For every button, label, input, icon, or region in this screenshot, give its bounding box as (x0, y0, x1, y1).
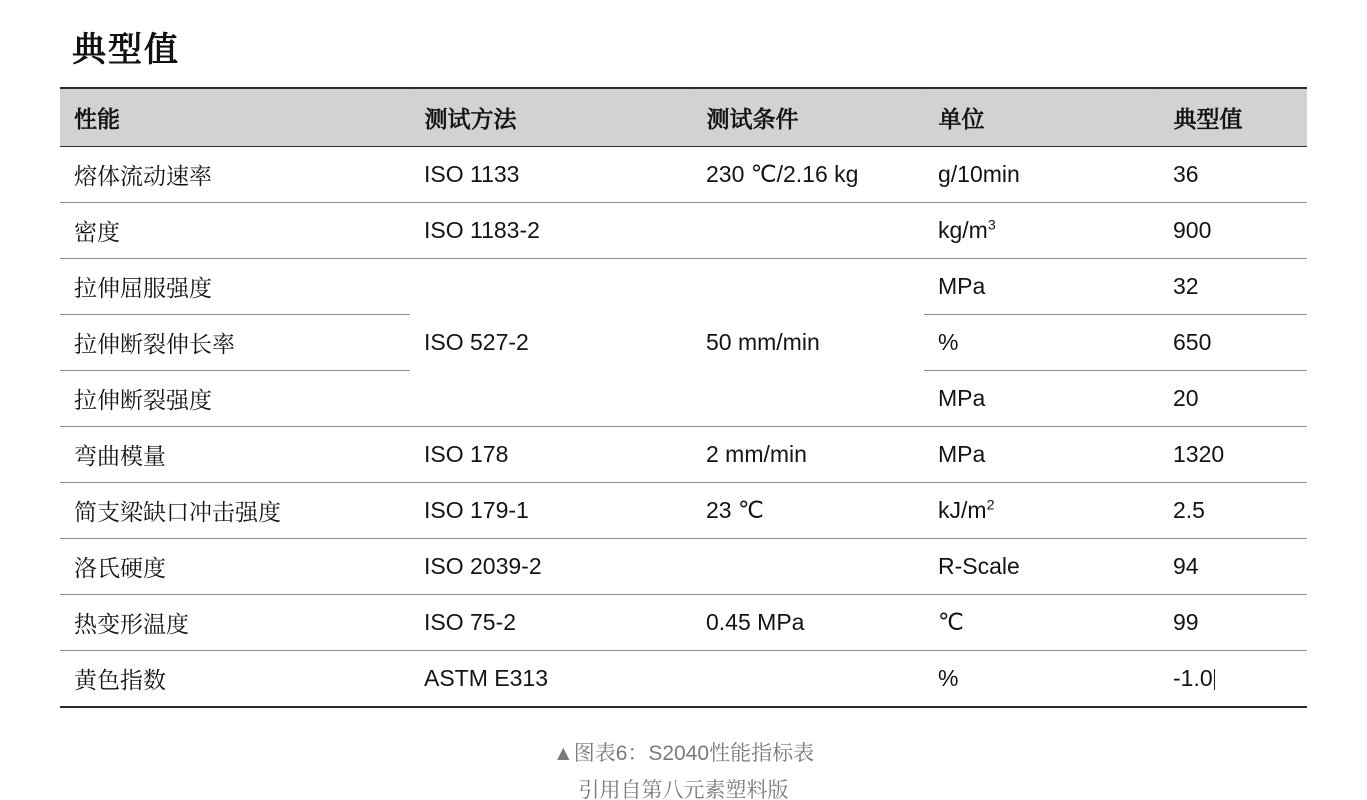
table-header-row (60, 88, 1307, 147)
column-header-method: 测试方法 (410, 88, 692, 147)
cell-unit: MPa (924, 427, 1159, 483)
cell-method: ISO 178 (410, 427, 692, 483)
cell-property: 熔体流动速率 (60, 147, 410, 203)
table-row (60, 147, 1307, 203)
unit-superscript: 2 (986, 497, 995, 514)
table-row (60, 203, 1307, 259)
caption-source: 引用自第八元素塑料版 (578, 778, 789, 800)
unit-text: kJ/m (938, 497, 987, 523)
cell-value: 650 (1159, 315, 1307, 371)
cell-value: 20 (1159, 371, 1307, 427)
cell-condition: 23 ℃ (692, 483, 924, 539)
table-row (60, 651, 1307, 708)
cell-unit: % (924, 651, 1159, 708)
cell-method: ISO 2039-2 (410, 539, 692, 595)
cell-condition (692, 203, 924, 259)
column-header-condition: 测试条件 (692, 88, 924, 147)
table-row (60, 483, 1307, 539)
cell-method: ISO 179-1 (410, 483, 692, 539)
cell-method-merged: ISO 527-2 (410, 259, 692, 427)
cell-method: ISO 1183-2 (410, 203, 692, 259)
value-text: -1.0 (1173, 665, 1213, 691)
cell-property: 拉伸屈服强度 (60, 259, 410, 315)
cell-property: 拉伸断裂强度 (60, 371, 410, 427)
column-header-unit: 单位 (924, 88, 1159, 147)
cell-condition: 230 ℃/2.16 kg (692, 147, 924, 203)
cell-property: 洛氏硬度 (60, 539, 410, 595)
cell-condition (692, 651, 924, 708)
cell-condition (692, 539, 924, 595)
cell-unit (924, 483, 1159, 539)
cell-unit: g/10min (924, 147, 1159, 203)
column-header-value: 典型值 (1159, 88, 1307, 147)
cell-method: ISO 1133 (410, 147, 692, 203)
cell-condition: 0.45 MPa (692, 595, 924, 651)
table-row (60, 595, 1307, 651)
cell-value: 1320 (1159, 427, 1307, 483)
cell-value: 32 (1159, 259, 1307, 315)
cell-property: 黄色指数 (60, 651, 410, 708)
table-body (60, 147, 1307, 708)
unit-superscript: 3 (987, 217, 996, 234)
unit-text: kg/m (938, 217, 988, 243)
cell-property: 热变形温度 (60, 595, 410, 651)
figure-caption (60, 736, 1307, 800)
cell-value: 2.5 (1159, 483, 1307, 539)
cell-unit: MPa (924, 259, 1159, 315)
cell-value (1159, 651, 1307, 708)
cell-value: 94 (1159, 539, 1307, 595)
table-row (60, 259, 1307, 315)
spec-table (60, 87, 1307, 708)
cell-unit: % (924, 315, 1159, 371)
cell-condition: 2 mm/min (692, 427, 924, 483)
cell-unit: ℃ (924, 595, 1159, 651)
cell-value: 900 (1159, 203, 1307, 259)
table-row (60, 539, 1307, 595)
table-row (60, 427, 1307, 483)
cell-value: 36 (1159, 147, 1307, 203)
cell-property: 密度 (60, 203, 410, 259)
cell-property: 弯曲模量 (60, 427, 410, 483)
cell-method: ASTM E313 (410, 651, 692, 708)
cell-unit (924, 203, 1159, 259)
cell-unit: R-Scale (924, 539, 1159, 595)
cell-property: 简支梁缺口冲击强度 (60, 483, 410, 539)
column-header-property: 性能 (60, 88, 410, 147)
table-header (60, 88, 1307, 147)
cell-property: 拉伸断裂伸长率 (60, 315, 410, 371)
text-cursor (1214, 669, 1215, 690)
cell-unit: MPa (924, 371, 1159, 427)
cell-value: 99 (1159, 595, 1307, 651)
page-title: 典型值 (72, 31, 180, 69)
cell-method: ISO 75-2 (410, 595, 692, 651)
cell-condition-merged: 50 mm/min (692, 259, 924, 427)
caption-title: ▲图表6：S2040性能指标表 (552, 742, 815, 765)
